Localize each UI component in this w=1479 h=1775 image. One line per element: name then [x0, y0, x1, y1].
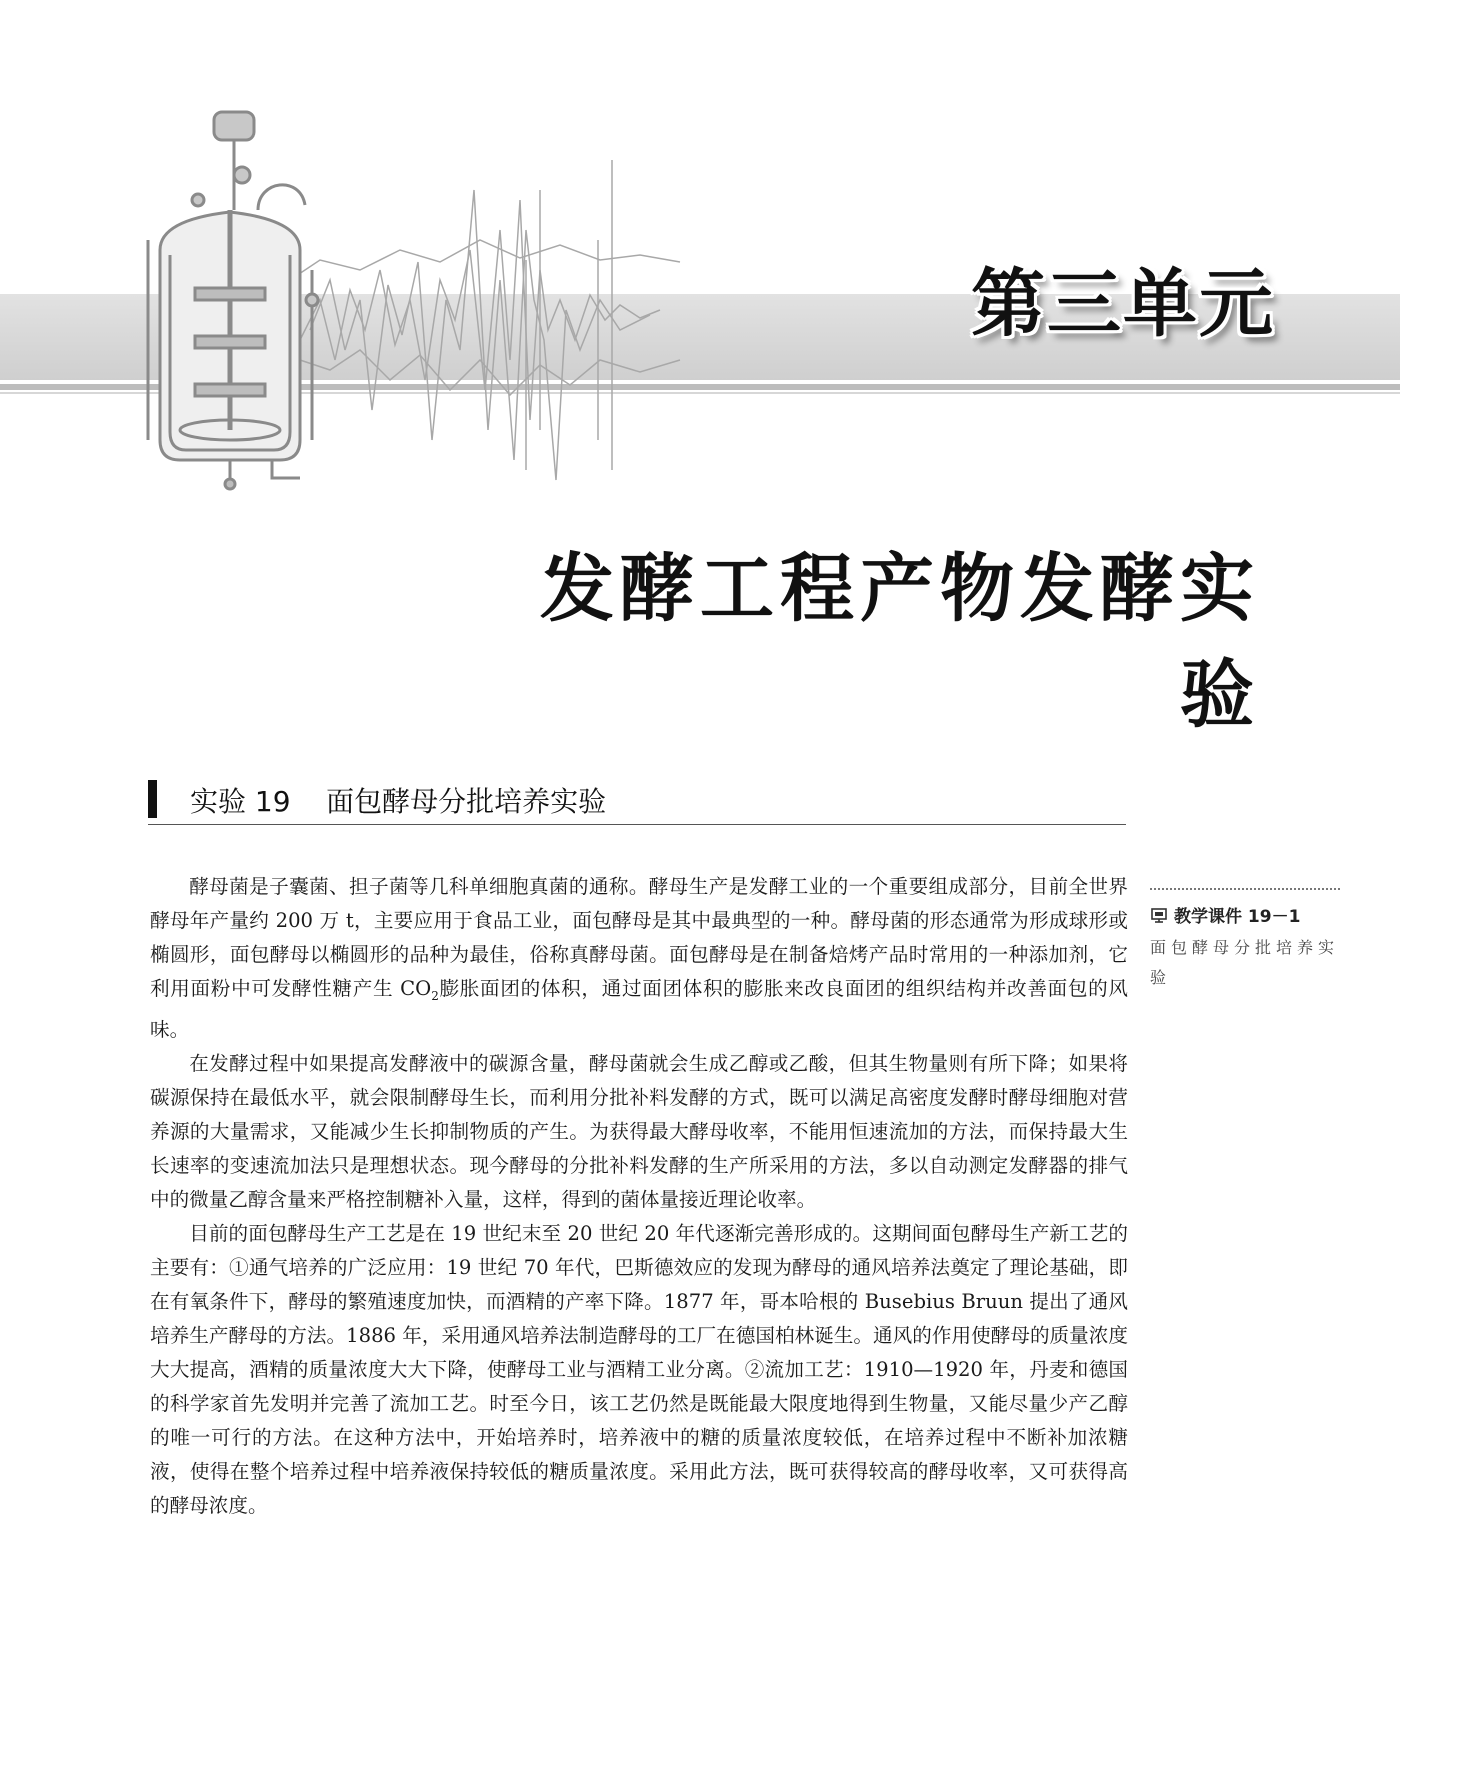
paragraph-1-part-b: 膨胀面团的体积，通过面团体积的膨胀来改良面团的组织结构并改善面包的风味。	[150, 977, 1128, 1041]
courseware-description: 面包酵母分批培养实验	[1150, 938, 1340, 987]
section-title: 实验 19 面包酵母分批培养实验	[190, 785, 607, 818]
chapter-title: 发酵工程产物发酵实验	[540, 546, 1260, 738]
unit-title: 第三单元	[971, 261, 1275, 347]
sidebar-note	[1150, 888, 1340, 993]
courseware-link[interactable]	[1150, 902, 1340, 927]
co2-subscript: 2	[431, 988, 439, 1003]
courseware-icon	[1150, 906, 1168, 924]
paragraph-1	[150, 870, 1128, 1047]
body-text	[150, 870, 1128, 1523]
fermenter-illustration	[148, 112, 318, 489]
paragraph-2: 在发酵过程中如果提高发酵液中的碳源含量，酵母菌就会生成乙醇或乙酸，但其生物量则有所下降；如果将碳源保持在最低水平，就会限制酵母生长，而利用分批补料发酵的方式，既可以满足高密度发酵时酵母细胞对营养源的大量需求，又能减少生长抑制物质的产生。为获得最大酵母收率，不能用恒速流加的方法，而保持最大生长速率的变速流加法只是理想状态。现今酵母的分批补料发酵的生产所采用的方法，多以自动测定发酵器的排气中的微量乙醇含量来严格控制糖补入量，这样，得到的菌体量接近理论收率。	[150, 1051, 1128, 1211]
section-header	[148, 776, 1126, 825]
section-bar	[148, 780, 157, 818]
courseware-label: 教学课件 19－1	[1174, 907, 1301, 927]
paragraph-3: 目前的面包酵母生产工艺是在 19 世纪末至 20 世纪 20 年代逐渐完善形成的。这期间面包酵母生产新工艺的主要有：①通气培养的广泛应用：19 世纪 70 年代，巴斯德效应的发现为酵母的通风培养法奠定了理论基础，即在有氧条件下，酵母的繁殖速度加快，而酒精的产率下降。1877 年，哥本哈根的 Busebius Bruun 提出了通风培养生产酵母的方法。1886 年，采用通风培养法制造酵母的工厂在德国柏林诞生。通风的作用使酵母的质量浓度大大提高，酒精的质量浓度大大下降，使酵母工业与酒精工业分离。②流加工艺：1910—1920 年，丹麦和德国的科学家首先发明并完善了流加工艺。时至今日，该工艺仍然是既能最大限度地得到生物量，又能尽量少产乙醇的唯一可行的方法。在这种方法中，开始培养时，培养液中的糖的质量浓度较低，在培养过程中不断补加浓糖液，使得在整个培养过程中培养液保持较低的糖质量浓度。采用此方法，既可获得较高的酵母收率，又可获得高的酵母浓度。	[150, 1221, 1128, 1517]
sidebar-divider	[1150, 888, 1340, 890]
paragraph-1-part-a: 酵母菌是子囊菌、担子菌等几科单细胞真菌的通称。酵母生产是发酵工业的一个重要组成部分，目前全世界酵母年产量约 200 万 t，主要应用于食品工业，面包酵母是其中最典型的一种。酵母菌的形态通常为形成球形或椭圆形，面包酵母以椭圆形的品种为最佳，俗称真酵母菌。面包酵母是在制备焙烤产品时常用的一种添加剂，它利用面粉中可发酵性糖产生 CO	[150, 875, 1128, 1000]
